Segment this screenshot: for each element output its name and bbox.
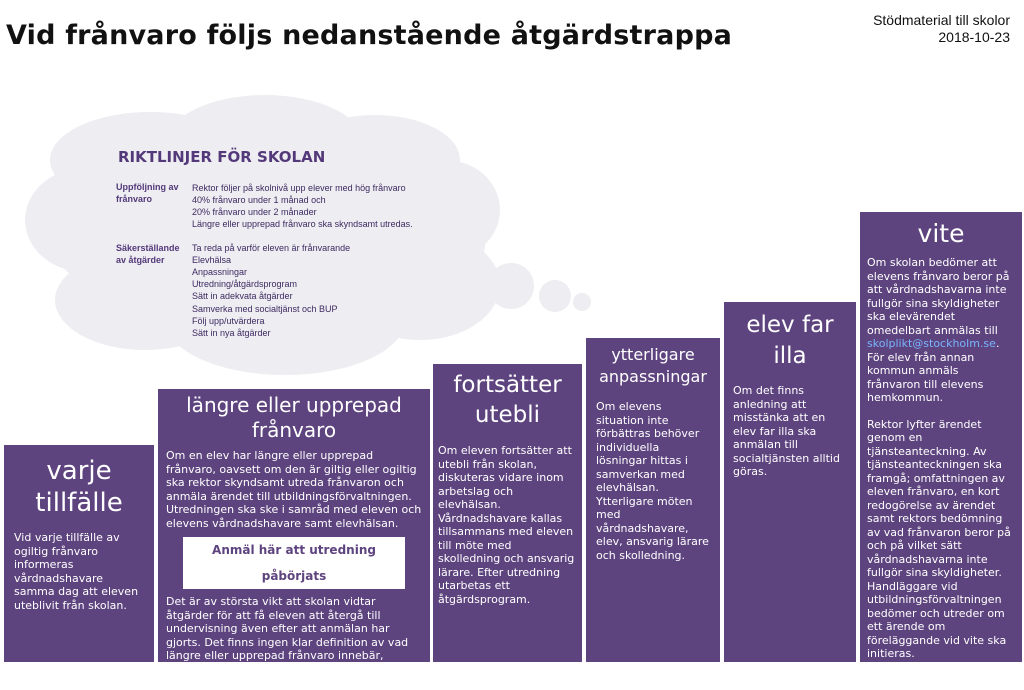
step-body: Om en elev har längre eller upprepad frånvaro, oavsett om den är giltig eller ogiltig ska rektor skyndsamt utreda frånvaron och anmäla ärendet till utbildningsförvaltningen. Utredningen ska ske i samråd med eleven och elevens vårdnadshavare samt elevhälsan.: [166, 449, 422, 530]
step-body: Om det finns anledning att misstänka att en elev far illa ska anmälan till socialtjänsten alltid göras.: [733, 384, 840, 478]
followup-item: 40% frånvaro under 1 månad och: [192, 195, 326, 205]
secure-item: Följ upp/utvärdera: [192, 316, 265, 326]
secure-item: Utredning/åtgärdsprogram: [192, 279, 298, 289]
secure-item: Samverka med socialtjänst och BUP: [192, 304, 338, 314]
report-button-wrap: [183, 537, 405, 589]
step-body: Det är av största vikt att skolan vidtar åtgärder för att få eleven att återgå till undervisning även efter att anmälan har gjorts. Det finns ingen klar definition av vad längre eller upprepad frånvaro innebär, skolan gör en individuell bedömning i varje enskilt fall.: [166, 595, 409, 689]
step-varje-tillfalle: [4, 445, 154, 662]
secure-item: Ta reda på varför eleven är frånvarande: [192, 243, 351, 253]
step-body: Vid varje tillfälle av ogiltig frånvaro informeras vårdnadshavare samma dag att eleven uteblivit från skolan.: [14, 531, 139, 612]
cloud-bubble-large: [488, 263, 534, 309]
step-heading: längre eller upprepad frånvaro: [186, 393, 402, 442]
guidelines-title: RIKTLINJER FÖR SKOLAN: [118, 148, 326, 166]
secure-item: Sätt in nya åtgärder: [192, 328, 271, 338]
step-heading: ytterligare anpassningar: [599, 345, 707, 386]
step-langre-upprepad-franvaro: [158, 389, 430, 689]
report-investigation-button[interactable]: Anmäl här att utredning påbörjats: [183, 537, 405, 589]
cloud-bubble-small: [573, 293, 591, 311]
vite-body-text: . För elev från annan kommun anmäls frånvaron till elevens hemkommun.: [867, 337, 1000, 404]
material-label: Stödmaterial till skolor: [873, 12, 1010, 28]
email-link[interactable]: skolplikt@stockholm.se: [867, 337, 996, 350]
cloud-bubble-medium: [539, 280, 571, 312]
step-heading: varje tillfälle: [35, 456, 123, 518]
step-heading: elev far illa: [746, 312, 834, 369]
secure-item: Anpassningar: [192, 267, 248, 277]
followup-label: Uppföljning av frånvaro: [116, 182, 179, 204]
secure-item: Elevhälsa: [192, 255, 232, 265]
secure-label: Säkerställande av åtgärder: [116, 243, 180, 265]
secure-item: Sätt in adekvata åtgärder: [192, 291, 293, 301]
followup-item: Längre eller upprepad frånvaro ska skyndsamt utredas.: [192, 219, 413, 229]
step-heading: vite: [917, 219, 965, 248]
vite-body-text: Om skolan bedömer att elevens frånvaro beror på att vårdnadshavarna inte fullgör sina skyldigheter ska elevärendet omedelbart anmälas till: [867, 256, 1010, 337]
step-heading: fortsätter utebli: [453, 372, 562, 428]
step-elev-far-illa: [724, 302, 856, 662]
followup-item: 20% frånvaro under 2 månader: [192, 207, 317, 217]
step-body: Om eleven fortsätter att utebli från skolan, diskuteras vidare inom arbetslag och elevhälsan. Vårdnadshavare kallas tillsammans med eleven till möte med skolledning och ansvarig lärare. Efter utredning utarbetas ett åtgärdsprogram.: [438, 444, 575, 606]
step-fortsatter-utebli: [433, 364, 582, 662]
page-title: Vid frånvaro följs nedanstående åtgärdstrappa: [6, 20, 733, 51]
step-body: Rektor lyfter ärendet genom en tjänsteanteckning. Av tjänsteanteckningen ska framgå; omfattningen av eleven frånvaro, en kort redogörelse av ärendet samt rektors bedömning av vad frånvaron beror på och på vilket sätt vårdnadshavarna inte fullgör sina skyldigheter. Handläggare vid utbildningsförvaltningen bedömer och utreder om ett ärende om föreläggande vid vite ska initieras.: [867, 417, 1011, 660]
step-body: [867, 256, 1015, 405]
step-vite: [860, 212, 1022, 662]
step-body: Om elevens situation inte förbättras behöver individuella lösningar hittas i samverkan med elevhälsan. Ytterligare möten med vårdnadshavare, elev, ansvarig lärare och skolledning.: [596, 400, 709, 562]
followup-item: Rektor följer på skolnivå upp elever med hög frånvaro: [192, 183, 406, 193]
step-ytterligare-anpassningar: [586, 338, 720, 662]
document-date: 2018-10-23: [938, 29, 1010, 45]
